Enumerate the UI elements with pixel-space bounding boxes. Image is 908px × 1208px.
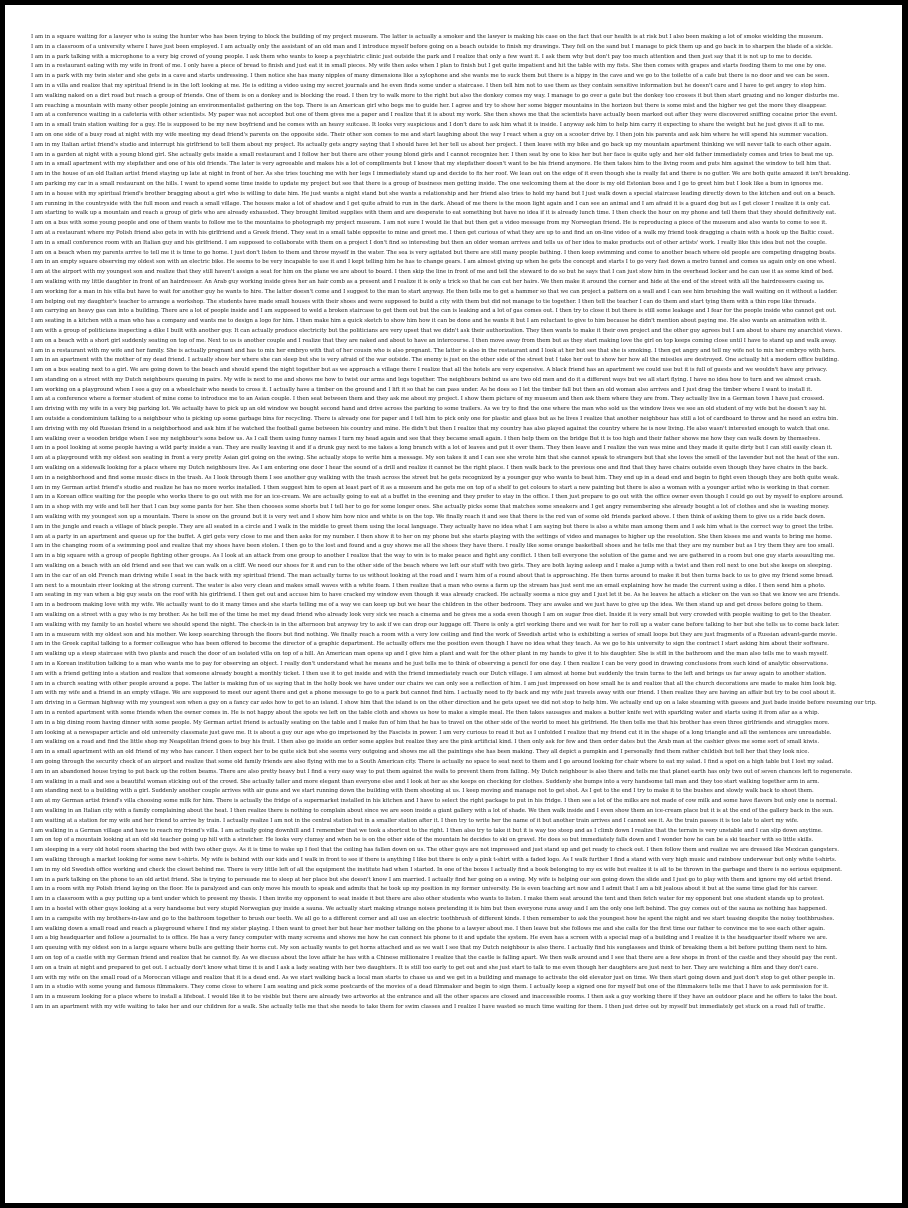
journal-line: I am reaching a mountain with many other people joining an environmentalist gathering on the top. There is an American girl who begs me to guide her. I agree and try to show her some bigger mountains in the horizon but there is some mist and the higher we get the more they disappear. bbox=[31, 102, 827, 109]
journal-line: I am helping out my daughter's teacher to arrange a workshop. The students have made small houses with their shoes and were supposed to build a city with them but did not manage to tie together. I then tell the teacher I can do them and start tying them with a thin rope like threads. bbox=[31, 298, 817, 305]
journal-line: I am on top of a castle with my German friend and realize that he cannot fly. As we discuss about the love affair he has with a Chinese millionaire I realize that the castle is falling apart. We then walk around and I see that there are a few shops in front of the castle and they should pay the rent. bbox=[31, 954, 838, 961]
journal-line: I am carrying an heavy gas can into a building. There are a lot of people inside and I am supposed to weld a broken staircase to get them out but the can is leaking and a lot of gas comes out. I then try to close it but there is still some leakage and I fear for the people inside who cannot get out. bbox=[31, 308, 837, 315]
journal-line: I am running in the countryside with the full moon and reach a small village. The houses make a lot of shadow and I get quite afraid to run in the dark. Ahead of me there is the moon light again and I can see an animal and I am afraid it is a guard dog but as I get closer I realize it is only cat. bbox=[31, 200, 831, 207]
journal-line: I am parking my car in a small restaurant on the hills. I want to spend some time inside to update my project but see that there is a group of business men getting inside. The one welcoming them at the door is my old Estonian boss and I go to greet him but I look like a bum in ignores me. bbox=[31, 180, 823, 187]
journal-line: I am on a bus with some young people and one of them wants to follow me to the mountains to photograph my project museum. I am not sure I would lie that but then get a video message from my Norwegian friend. He is reproducing a piece of the museum and also wants to come to see it. bbox=[31, 220, 828, 227]
journal-line: I am walking in a mall and see a beautiful woman sticking out of the crowd. She actually taller and more elegant than everyone else and I look at her as she keeps on checking for clothes. Suddenly she bumps into a very handsome tall man and they too start walking together arm in arm. bbox=[31, 778, 820, 785]
journal-line: I am walking with my youngest son up a mountain. There is snow on the ground but it is very wet and I show him how nice and white is on the top. We finally reach it and see that there is the red van of some old friends parked above. I then think of asking them to give us a ride back down. bbox=[31, 514, 826, 521]
journal-line: I am standing on a street with my Dutch neighbours queuing in pairs. My wife is next to me and shows me how to twist our arms and legs together. The neighbours behind us are two old men and do it a different ways but we all start flying. I have no idea how to turn and we almost crash. bbox=[31, 376, 822, 383]
journal-line: I am in the jungle and reach a village of black people. They are all seated in a circle and I walk in the middle to greet them using the local language. They actually have no idea what I am saying but there is also a white man among them and I ask him what is the correct way to greet the tribe. bbox=[31, 523, 834, 530]
journal-line: I am in a house with my spiritual friend's brother bragging about a girl who is willing to date him. He just wants a night stand but she wants a relationship and her friend also tries to hold my hand but I just walk down a special staircase leading directly down to the kitchen and out on a beach. bbox=[31, 190, 836, 197]
journal-line: I am in a small apartment with my stepfather and one of his old friends. The later is very agreeable and makes his a lot of compliments but I know that my stepfather doesn't want to be his friend anymore. He then takes him to the living room and puts him against the window to tell him that. bbox=[31, 161, 831, 168]
journal-line: I am walking down a small road and reach a playground where I find my sister playing. I then want to greet her but hear her mother talking on the phone to a lawyer about me. I then leave but she follows me and she calls for the first time our father to convince me to see each other again. bbox=[31, 925, 825, 932]
journal-line: I am in a square waiting for a lawyer who is suing the hunter who has been trying to block the building of my project museum. The latter is actually a smoker and the lawyer is making his case on the fact that our health is at risk but I also been making a lot of smoke wielding the museum. bbox=[31, 34, 824, 40]
journal-line: I am at my German artist friend's villa choosing some milk for him. There is actually the fridge of a supermarket installed in his kitchen and I have to select the right package to put in his fridge. I then see a lot of the milks are not made of cow milk and some have flavors but only one is normal. bbox=[31, 798, 838, 805]
journal-line: I am seating in a kitchen with a man who has a company and wants me to design a logo for him. I then make him a quick sketch to show him how it can be done and he wants it but I am reluctant to give to him because he didn't mention about paying me. He also wants an animation with it. bbox=[31, 318, 827, 325]
journal-line: I am in a bedroom making love with my wife. We actually want to do it many times and she starts telling me of a way we can keep up but we hear the children in the other bedroom. They are awake and we just have to give up the idea. We then stand up and get dress before going to them. bbox=[31, 602, 823, 609]
journal-line: I am in a park with my twin sister and she gets in a cave and starts undressing. I then notice she has many nipples of many dimensions like a xylophone and she wants me to suck them but there is a hippy in the cave and we go to the toilette of a cafe but there is no door and we can be seen. bbox=[31, 73, 830, 80]
journal-line: I am walking on a street with a guy who is my brother. As he tell me of the time he met my dead friend who already look very sick we reach a cinema and he gives me a soda even though I am on sugar free diet. Inside it is very small but very crowded with people waiting to get to the theater. bbox=[31, 612, 831, 619]
journal-line: I am on one side of a busy road at night with my wife meeting my dead friend's parents on the opposite side. Their other son comes to me and start laughing about the way I react when a guy on a scooter drive by. I then join his parents and ask him where he will spend his summer vacation. bbox=[31, 131, 828, 138]
journal-line: I am walking naked on a dirt road but reach a group of friends. One of them is on a donkey and is blocking the road. I then try to walk more to the right but also the donkey comes my way. I manage to go over a gate but the donkey too crosses it but then start grazing and no longer disturbs me. bbox=[31, 92, 839, 99]
journal-line: I am at a restaurant where my Polish friend also gets in with his girlfriend and a Greek friend. They seat in a small table opposite to mine and greet me. I then get curious of what they are up to and find an on-line video of a walk my friend took dragging a chain with a hook up the Baltic coast. bbox=[31, 229, 834, 236]
journal-line: I am in a restaurant with my wife and her family. She is actually pregnant and has to mix her embryo with that of her cousin who is also pregnant. The latter is also in the restaurant and I look at her but see that she is smoking. I then get angry and tell my wife not to mix her embryo with hers. bbox=[31, 347, 836, 354]
journal-line: I am with a friend getting into a station and realize that someone already bought a monthly ticket. I then use it to get inside and with the friend immediately reach our Dutch village. I am almost at home but suddenly the train turns to the left and brings us far away again to another station. bbox=[31, 670, 827, 677]
journal-line: I am in a big dining room having dinner with some people. My German artist friend is actually seating on the table and I make fun of him that he has to travel on the other side of the world to meet his girlfriend. He then tells me that his brother has even three girlfriends and struggles more. bbox=[31, 719, 830, 726]
journal-line: I am walking on a road and find the little shop my Neapolitan friend goes to buy his fruit. I then also go inside an order some apples but realize they are the pink artificial kind. I then only ask for few and then order dates but the Arab man at the cashier gives me some sort of small kiwis. bbox=[31, 739, 820, 746]
journal-line: I am walking on a beach with an old friend and see that we can walk on a cliff. We need our shoes for it and run to the other side of the beach where we left our stuff with two girls. They are both laying asleep and I make a jump with a twist and then roll next to one but she keeps on sleeping. bbox=[31, 563, 833, 570]
journal-line: I am standing next to a building with a girl. Suddenly another couple arrives with air guns and we start running down the building with them shooting at us. I keep moving and manage not to get shot. As I get to the end I try to make it to the bushes and slowly walk back to shoot them. bbox=[31, 788, 814, 795]
journal-line: I am on a bus seating next to a girl. We are going down to the beach and should spend the night together but as we approach a village there I realize that all the hotels are very expensive. A black friend has an apartment we could use but it is full of guests and we wouldn't have any privacy. bbox=[31, 367, 828, 374]
journal-line: I am driving with my old Russian friend in a neighborhood and ask him if he watched the football game between his country and mine. He didn't but then I realize that my country has also played against the country where he is now living. He also wasn't interested enough to watch that one. bbox=[31, 425, 830, 432]
journal-line: I am going through the security check of an airport and realize that some old family friends are also flying with me to a South American city. There is actually no space to seat next to them and I go around looking for chair where to eat my salad. I find a spot on a high table but I lost my salad. bbox=[31, 758, 834, 765]
journal-line: I am in a hostel with other guys looking at a very handsome but very stupid Norwegian guy inside a sauna. We actually start making strange noises pretending it is him but then everyone runs away and I am the only one left behind. The guy comes out of the sauna as nothing has happened. bbox=[31, 905, 827, 912]
journal-line: I am in the car of an old French man driving while I seat in the back with my spiritual friend. The man actually turns to us without looking at the road and I warn him of a round about that is approaching. He then turns around to make it but then turns back to us to give my friend some bread. bbox=[31, 572, 834, 579]
journal-line: I am at a conference waiting in a cafeteria with other scientists. My paper was not accepted but one of them gives me a paper and I realize that it is about my work. She then shows me that the scientists have actually been marked out after they were discovered sniffing cocaine prior the event. bbox=[31, 112, 838, 119]
journal-line: I am in a pool looking at some people having a wild party inside a van. They are really leaving it and if a drunk guy next to me takes a long branch with a lot of leaves and put it over them. They then leave and I realize the van was mine and they made it quite dirty but I can still easily clean it. bbox=[31, 445, 833, 452]
journal-line: I am queuing with my oldest son in a large square where bulls are getting their horns cut. My son actually wants to get horns attached and as we wait I see that my Dutch neighbour is also there. I actually find his sunglasses and think of breaking them a bit before putting them next to him. bbox=[31, 945, 828, 952]
journal-line: I am at a party in an apartment and queue up for the buffet. A girl gets very close to me and then asks for my number. I then show it to her on my phone but she starts playing with the settings of video and manages to higher up the resolution. She then kisses me and wants to bring me home. bbox=[31, 533, 833, 540]
journal-line: I am in a shop with my wife and tell her that I can buy some pants for her. She then chooses some shorts but I tell her to go for some longer ones. She actually picks some that matches some sneakers and I get angry remembering she already bought a lot of clothes and she is wasting money. bbox=[31, 504, 830, 511]
journal-line: I am with my wife on the small road of a Moroccan village and realize that it is a dead end. As we start walking back a local man starts to chase us and we get in a building and manage to activate the old elevator just on time. We then start going down and just don't stop to get other people in. bbox=[31, 974, 835, 981]
journal-line: I am in a campsite with my brothers-in-law and go to the bathroom together to brush our teeth. We all go to a different corner and all use an electric toothbrush of different kinds. I then remember to ask the youngest how he spent the night and we start teasing despite the noisy toothbrushes. bbox=[31, 915, 835, 922]
journal-line: I am in a park talking with a microphone to a very big crowd of young people. I ask them who wants to keep a psychiatric clinic just outside the park and I realize that only a few want it. I ask them why but don't pay too much attention and then just say that it is not up to me to decide. bbox=[31, 53, 813, 60]
journal-line: I am next to a mountain river looking at the strong current. The water is also very clean and makes small waves with a white foam. I then realize that a man who owns a farm up the stream has just sent me an email explaining how he made the current using a dike. I then send him a photo. bbox=[31, 582, 826, 589]
journal-line: I am outside a condominium talking to a neighbour who is picking up some garbage bins for recycling. There is already one for paper and I tell him to pick only one for plastic and glass but as he lives I realize that another neighbour has still a lot of cardboard to throw and he need an extra bin. bbox=[31, 416, 839, 423]
journal-line: I am in a Korean office waiting for the people who works there to go out with me for an ice-cream. We are actually going to eat at a buffet in the evening and they prefer to stay in the office. I then just prepare to go out with the office owner even though I could go out by myself to explore around. bbox=[31, 494, 844, 501]
journal-line: I am in a classroom of a university where I have just been employed. I am actually only the assistant of an old man and I introduce myself before going on a beach outside to finish my drawings. They fell on the sand but I manage to pick them up and go back in to sharpen the blade of a sickle. bbox=[31, 43, 833, 50]
journal-line: I am walking up a steep staircase with two plants and reach the door of an isolated villa on top of a hill. An American man opens up and I give him a plant and wait for the other plant in my hands to give it to his daughter. She is still in the bathroom and the man also tells me to wash myself. bbox=[31, 651, 828, 658]
journal-line: I am driving in a German highway with my youngest son when a guy on a fancy car asks how to get to an island. I show him that the island is on the other direction and he gets upset we did not stop to help him. We actually end up on a lake steaming with gasses and just bade inside before resuming our trip. bbox=[31, 700, 877, 707]
journal-line: I am in an abandoned house trying to put back up the rotten beams. There are also pretty heavy but I find a very easy way to put them against the walls to prevent them from falling. My Dutch neighbour is also there and tells me that planet earth has only two out of seven chances left to regenerate. bbox=[31, 768, 853, 775]
journal-line: I am in a neighborhood and find some music discs in the trash. As I look through them I see another guy walking with the trash across the street but he gets recognized by a younger guy who wants to beat him. They end up in a dead end and begin to fight even though they are both quite weak. bbox=[31, 474, 839, 481]
journal-line: I am looking at a newspaper article and old university classmate just gave me. It is about a guy our age who go imprisoned by the Fascists in power. I am very curious to read it but as I unfolded I realize that my friend cut it in the shape of a long triangle and all the sentences are unreadable. bbox=[31, 729, 832, 736]
journal-line: I am in a museum with my oldest son and his mother. We keep searching through the floors but find nothing. We finally reach a room with a very low ceiling and find the work of Swedish artist who is exhibiting a series of small loops but they are just fragments of a Russian advant-garde movie. bbox=[31, 631, 837, 638]
journal-line: I am walking in an Italian city with a family complaining about the heat. I then realize there is nothing to complain about since we are soon inside a giant gallery with a lot of shade. We then walk inside and I even show them an ice-cream place but it is at the end of the gallery back in the sun. bbox=[31, 807, 834, 814]
journal-line: I am working for a man in his villa but have to wait for another guy he wants to hire. The latter doesn't come and I suggest to the man to start anyway. He then tells me to get a hammer so that we can project a pattern on a wall and I can see him brushing the wall waiting on it without a ladder. bbox=[31, 288, 838, 295]
journal-line: I am in my Italian artist friend's studio and interrupt his girlfriend to tell them about my project. Its actually gets angry saying that I should have let her tell us about her project. I then leave with my bike and go back up my mountain apartment thinking we will never talk to each other again. bbox=[31, 141, 832, 148]
journal-line: I am in the Greek capital talking to a former colleague who has been offered to become the director of a graphic department. He actually offers me the position even though I have no idea what they teach. As we go to his university to sign the contract I start asking him about their software. bbox=[31, 641, 829, 648]
journal-line: I am in a small conference room with an Italian guy and his girlfriend. I am supposed to collaborate with them on a project I don't find so interesting but then an older woman arrives and tells us of her idea to make products out of other artists' work. I really like this idea but not the couple. bbox=[31, 239, 827, 246]
journal-line: I am in a restaurant eating with my wife in front of me. I only have a piece of bread to finish and just eat it in small pieces. My wife then asks when I plan to finish but I get quite impatient and hit the table with my fists. She then comes with grapes and starts feeding them to me one by one. bbox=[31, 63, 827, 70]
journal-line: I am driving with my wife in a very big parking lot. We actually have to pick up an old window we bought second hand and drive across the parking to some trailers. As we try to find the one where the man who sold us the window lives we see an old student of my wife but he doesn't say hi. bbox=[31, 406, 827, 413]
journal-line: I am walking with my family to an hostel where we should spend the night. The check-in is in the afternoon but anyway try to ask if we can drop our luggage off. There is only a girl working there and we wait for her to roll up a water cane before talking to her but she tells us to come back later. bbox=[31, 621, 840, 628]
journal-line: I am in a garden at night with a young blond girl. She actually gets inside a small restaurant and I follow her but there are other young blond girls and I cannot recognize her. I then seat by one to kiss her but her face is quite ugly and her old father immediately comes and tries to beat me up. bbox=[31, 151, 834, 158]
journal-line: I am in a villa and realize that my spiritual friend is in the loft looking at me. He is editing a video using my secret journals and he even finds some under a staircase. I then tell him not to use them as they contain sensitive information but he doesn't care and I have to get angry to stop him. bbox=[31, 82, 826, 89]
journal-line: I am waiting at a station for my wife and her friend to arrive by train. I actually realize I am not in the central station but in a smaller station after it. I then try to write her the name of it but another train arrives and I cannot see it. As the train passes it is too late to alert my wife. bbox=[31, 817, 799, 824]
journal-line: I am on top of a mountain looking at an old ski teacher going up hill with a stretcher. He looks very clumsy and when he is on the other side of the mountain he decides to ski on gravel. He does so but immediately falls down and I wonder how he can be a ski teacher with so little skills. bbox=[31, 837, 814, 844]
journal-line: I am at a conference where a former student of mine come to introduce me to an Asian couple. I then seat between them and they ask me about my project. I show them picture of my museum and then ask them where they are from. They actually live in a German town I have just crossed. bbox=[31, 396, 825, 403]
journal-line: I am on a train at night and prepared to get out. I actually don't know what time it is and I ask a lady seating with her two daughters. It is still too early to get out and she just start to talk to me even though her daughters are just next to her. They are watching a film and they don't care. bbox=[31, 964, 819, 971]
journal-line: I am on a beach with a short girl suddenly seating on top of me. Next to us is another couple and I realize that they are naked and about to have an intercourse. I then move away from them but as they start making love the girl on top keeps coming close until I have to stand up and walk away. bbox=[31, 337, 837, 344]
journal-line: I am in a Korean institution talking to a man who wants me to pay for observing an object. I really don't understand what he means and he just tells me to think of observing a pencil for one day. I then realize I can be very good in drawing conclusions from such kind of analytic observations. bbox=[31, 661, 829, 667]
journal-line: I am in a museum looking for a place where to install a lifeboat. I would like it to be visible but there are already two artworks at the entrance and all the other spaces are closed and inaccessible rooms. I then ask a guy working there if they have an outdoor place and he offers to take the boat. bbox=[31, 994, 838, 1001]
journal-line: I am walking on a sidewalk looking for a place where my Dutch neighbours live. As I am entering one door I hear the sound of a drill and realize it cannot be the right place. I then walk back to the previous one and find that they have chairs outside even though they have chairs in the back. bbox=[31, 465, 828, 472]
journal-line: I am in a rented apartment with some friends when the owner comes in. He is not happy about the spots we left on the table cloth and shows us how to make a simple meal. He then takes sausages and makes a butter knife wet with sparkling water and starts using it from afar as a whip. bbox=[31, 709, 820, 716]
journal-line: I am in a church seating with other people around a pope. The latter is making fun of us saying that in the holly book we have under our chairs we can only see a reflection of him. I am just impressed on how small he is and realize that all the church decorations are made to make him look big. bbox=[31, 680, 837, 687]
journal-line: I am in an apartment with my wife waiting to take her and our children for a walk. She actually tells me that she needs to take them for swim classes and I realize I have wasted so much time waiting for them. I then just drive out by myself but immediately get stuck on a road full of traffic. bbox=[31, 1003, 826, 1010]
journal-line: I am at a playground with my oldest son seating in front a very pretty Asian girl going on the swing. She actually stops to write him a message. My son takes it and I can see she wrote him that she cannot speak to strangers but that she loves the smell of the lavender but not the heat of the sun. bbox=[31, 455, 840, 462]
journal-line: I am in a small train station waiting for a guy. He is supposed to be my new boyfriend and he comes with an heavy suitcase. It looks very suspicious and I don't dare to ask him what it is inside. I anyway ask him to help him carry it expecting to share the weight but he just gives it all to me. bbox=[31, 122, 825, 129]
journal-line: I am a big headquarter and follow a journalist to is office. He has a very fancy computer with many screens and shows me how he can connect his phone to it and update the system. He even has a screen with a special map of a building and I realize it is the headquarter itself where we are. bbox=[31, 935, 828, 942]
journal-line: I am walking through a market looking for some new t-shirts. My wife is behind with our kids and I walk in front to see if there is anything I like but there is only a pink t-shirt with a faded logo. As I walk further I find a stand with very high music and rainbow underwear but only white t-shirts. bbox=[31, 856, 837, 863]
journal-line: I am in an apartment with the mother of my dead friend. I actually show her where she can sleep but she is very afraid of the war outside. The enemy is just on the other side of the street but I take her out to show her how all the missiles are destroyed. One actually hit a modern office building. bbox=[31, 357, 839, 364]
journal-line: I am in my German artist friend's studio and realize he has no more works installed. I then suggest him to open at least part of it as a museum and he gets me on top of a shelf to get colours to start a new painting but there is also a woman with a younger artist who is working in that corner. bbox=[31, 484, 830, 491]
journal-line: I am with my wife and a friend in an empty village. We are supposed to meet our agent there and get a phone message to go to a park but cannot find him. I actually need to fly back and my wife just travels away with our friend. I then realize they are having an affair but try to be cool about it. bbox=[31, 690, 836, 697]
journal-line: I am starting to walk up a mountain and reach a group of girls who are already exhausted. They brought limited supplies with them and are desperate to eat something but have no idea if it is already lunch time. I then check the hour on my phone and tell them that they should definitively eat. bbox=[31, 210, 837, 217]
journal-line: I am walking over a wooden bridge when I see my neighbour's sons below us. As I call them using funny names I turn my head again and see that they became small again. I then help them on the bridge But it is too high and their father shows me how they can walk down by themselves. bbox=[31, 435, 821, 442]
journal-line: I am in a studio with some young and famous filmmakers. They come close to where I am seating and pick some postcards of the movies of a dead filmmaker and begin to sign them. I actually keep a signed one for myself but one of the filmmakers tells me that I have to ask permission for it. bbox=[31, 984, 829, 991]
journal-line: I am with a group of politicians inspecting a dike I built with another guy. It can actually produce electricity but the politicians are very upset that we didn't ask their authorization. They then wants to make it their own project and the other guy agrees but I am about to share my anarchist views. bbox=[31, 327, 843, 334]
journal-line: I am in a small apartment with an old friend of my who has cancer. I then expect her to be quite sick but she seems very outgoing and shows me all the paintings she has been making. They all depict a pumpkin and I personally find them rather childish but tell her that they look nice. bbox=[31, 749, 810, 756]
journal-line: I am seating in my van when a big guy seats on the roof with his girlfriend. I then get out and accuse him to have cracked my window even though it was already cracked. He actually seems a nice guy and I just let it be. As he leaves he attach a sticker on the van so that we know we are friends. bbox=[31, 592, 840, 599]
journal-line: I am in a big square with a group of people fighting other groups. As I look at an attack from one group to another I realize that the way to win is to make peace and fight any conflict. I then tell everyone the solution of the game and we are gathered in a room but one guy starts assaulting me. bbox=[31, 553, 835, 560]
journal-line: I am on a beach when my parents arrive to tell me it is time to go home. I just don't listen to them and throw myself in the water. The sea is very agitated but there are still many people bathing. I then keep swimming and come to another beach where old people are competing dragging boats. bbox=[31, 249, 836, 256]
dream-journal-lines bbox=[31, 33, 889, 1013]
journal-line: I am in a park talking on the phone to an old artist friend. She is trying to persuade me to sleep at her place but she doesn't know I am married. I actually find her going on a swing. My wife is helping our son going down the slide and I just go to play with them and ignore my old artist friend. bbox=[31, 876, 833, 883]
journal-line: I am working on a playground when I see a guy on a wheelchair who needs to cross it. I actually have a timber on the ground and I lift it so that he can pass under. As he does so I let the timber fall but then an old woman also arrives and I just drag the timber where I want to install it. bbox=[31, 386, 813, 393]
journal-line: I am in a room with my Polish friend laying on the floor. He is paralyzed and can only move his mouth to speak and admits that he took up my position in my former university. He is even teaching art now and I admit that I am a bit jealous about it but at the same time glad for his career. bbox=[31, 886, 818, 893]
journal-line: I am at the airport with my youngest son and realize that they still haven't assign a seat for him on the plane we are about to board. I then skip the line in front of me and tell the steward to do so but he says that I can just stow him in the overhead locker and he can use it as some kind of bed. bbox=[31, 269, 834, 276]
journal-line: I am in an empty square observing my oldest son with an electric bike. He seems to be very incapable to use it and I kept telling him he has to change gears. I am almost giving up when he gets the concept and starts I to go very fast down a metro tunnel and comes us again only on one wheel. bbox=[31, 259, 837, 266]
journal-line: I am walking with my little daughter in front of an hairdresser. An Arab guy working inside gives her an hair comb as a present and I realize it is only a trick so that he can cut her hairs. We then make it around the corner and hide at the end of the street with all the hairdressers casing us. bbox=[31, 278, 825, 285]
journal-line: I am in the house of an old Italian artist friend staying up late at night in front of her. As she tries touching me with her legs I immediately stand up and decide to fix her roof. We lean out on the edge of it even though she is really fat and there is no gutter. We are both quite amazed it isn't breaking. bbox=[31, 171, 851, 178]
journal-line: I am in a classroom with a guy putting up a tent under which to present my thesis. I then invite my opponent to seat inside it but there are also other students who wants to listen. I make them seat around the tent and then fetch water for my opponent but one student stands up to protest. bbox=[31, 896, 825, 903]
journal-line: I am walking in a German village and have to reach my friend's villa. I am actually going downhill and I remember that we took a shortcut to the right. I then also try to take it but it is way too steep and as I climb down I realize that the terrain is very unstable and I can slip down anytime. bbox=[31, 827, 823, 834]
journal-line: I am sleeping in a very old hotel room sharing the bed with two other guys. As it is time to wake up I feel that the ceiling has fallen down on us. The other guys are not impressed and just stand up and get ready to check out. I then follow them and realize we are dressed like Mexican gangsters. bbox=[31, 847, 839, 854]
journal-line: I am in my old Swedish office working and check the closet behind me. There is very little left of all the equipment the institute had when I started. In one of the boxes I actually find a book belonging to my ex wife but realize it is all to be thrown in the garbage and there is no serious equipment. bbox=[31, 866, 842, 873]
journal-line: I am in the changing room of a swimming pool and realize that my shoes have been stolen. I then go to the lost and found and a guy shows me all the shoes they have there. I really like some orange basketball shoes and he tells me that they are my number but as I try them they are too small. bbox=[31, 543, 835, 550]
